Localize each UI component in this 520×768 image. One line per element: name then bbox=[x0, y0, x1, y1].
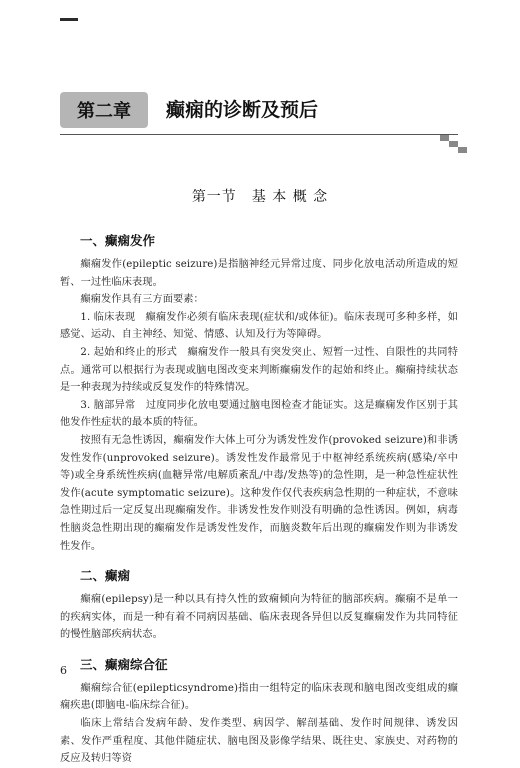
paragraph: 3. 脑部异常 过度同步化放电要通过脑电图检查才能证实。这是癫痫发作区别于其他发作性症状的最本质的特征。 bbox=[60, 399, 458, 429]
paragraph: 癫痫(epilepsy)是一种以具有持久性的致痫倾向为特征的脑部疾病。癫痫不是单一的疾病实体，而是一种有着不同病因基础、临床表现各异但以反复癫痫发作为共同特征的慢性脑部疾病状态。 bbox=[60, 594, 458, 641]
page-number: 6 bbox=[60, 664, 67, 677]
paragraph: 临床上常结合发病年龄、发作类型、病因学、解剖基础、发作时间规律、诱发因素、发作严重程度、其他伴随症状、脑电图及影像学结果、既往史、家族史、对药物的反应及转归等资 bbox=[60, 718, 458, 765]
chapter-title: 癫痫的诊断及预后 bbox=[166, 99, 319, 121]
paragraph: 癫痫发作(epileptic seizure)是指脑神经元异常过度、同步化放电活动所造成的短暂、一过性临床表现。 bbox=[60, 259, 458, 288]
heading-epilepsy: 二、癫痫 bbox=[80, 568, 131, 584]
heading-epileptic-seizure: 一、癫痫发作 bbox=[80, 233, 156, 248]
chapter-rule bbox=[60, 134, 458, 135]
body-content bbox=[60, 228, 458, 768]
paragraph: 按照有无急性诱因，癫痫发作大体上可分为诱发性发作(provoked seizure)和非诱发性发作(unprovoked seizure)。诱发性发作最常见于中枢神经系统疾病(感染/卒中等)或全身系统性疾病(血糖异常/电解质紊乱/中毒/发热等)的急性期，是一种急性症状性发作(acute symptomatic seizure)。这种发作仅代表疾病急性期的一种症状，不意味急性期过后一定反复出现癫痫发作。非诱发性发作则没有明确的急性诱因。例如，病毒性脑炎急性期出现的癫痫发作是诱发性发作，而脑炎数年后出现的癫痫发作则为非诱发性发作。 bbox=[60, 434, 458, 552]
section-title: 第一节 基 本 概 念 bbox=[191, 189, 329, 205]
decorative-step bbox=[449, 141, 458, 147]
paragraph: 癫痫发作具有三方面要素： bbox=[80, 294, 204, 306]
heading-epileptic-syndrome: 三、癫痫综合征 bbox=[80, 656, 168, 672]
decorative-step bbox=[458, 147, 467, 153]
paragraph: 癫痫综合征(epilepticsyndrome)指由一组特定的临床表现和脑电图改变组成的癫痫疾患(即脑电-临床综合征)。 bbox=[60, 682, 458, 712]
decorative-step bbox=[440, 135, 449, 141]
paragraph: 2. 起始和终止的形式 癫痫发作一般具有突发突止、短暂一过性、自限性的共同特点。通常可以根据行为表现或脑电图改变来判断癫痫发作的起始和终止。癫痫持续状态是一种表现为持续或反复发作的特殊情况。 bbox=[60, 346, 458, 394]
chapter-label: 第二章 bbox=[60, 92, 148, 128]
paragraph: 1. 临床表现 癫痫发作必须有临床表现(症状和/或体征)。临床表现可多种多样，如感觉、运动、自主神经、知觉、情感、认知及行为等障碍。 bbox=[60, 311, 458, 341]
top-decoration bbox=[60, 18, 78, 21]
chapter-header bbox=[60, 92, 460, 128]
